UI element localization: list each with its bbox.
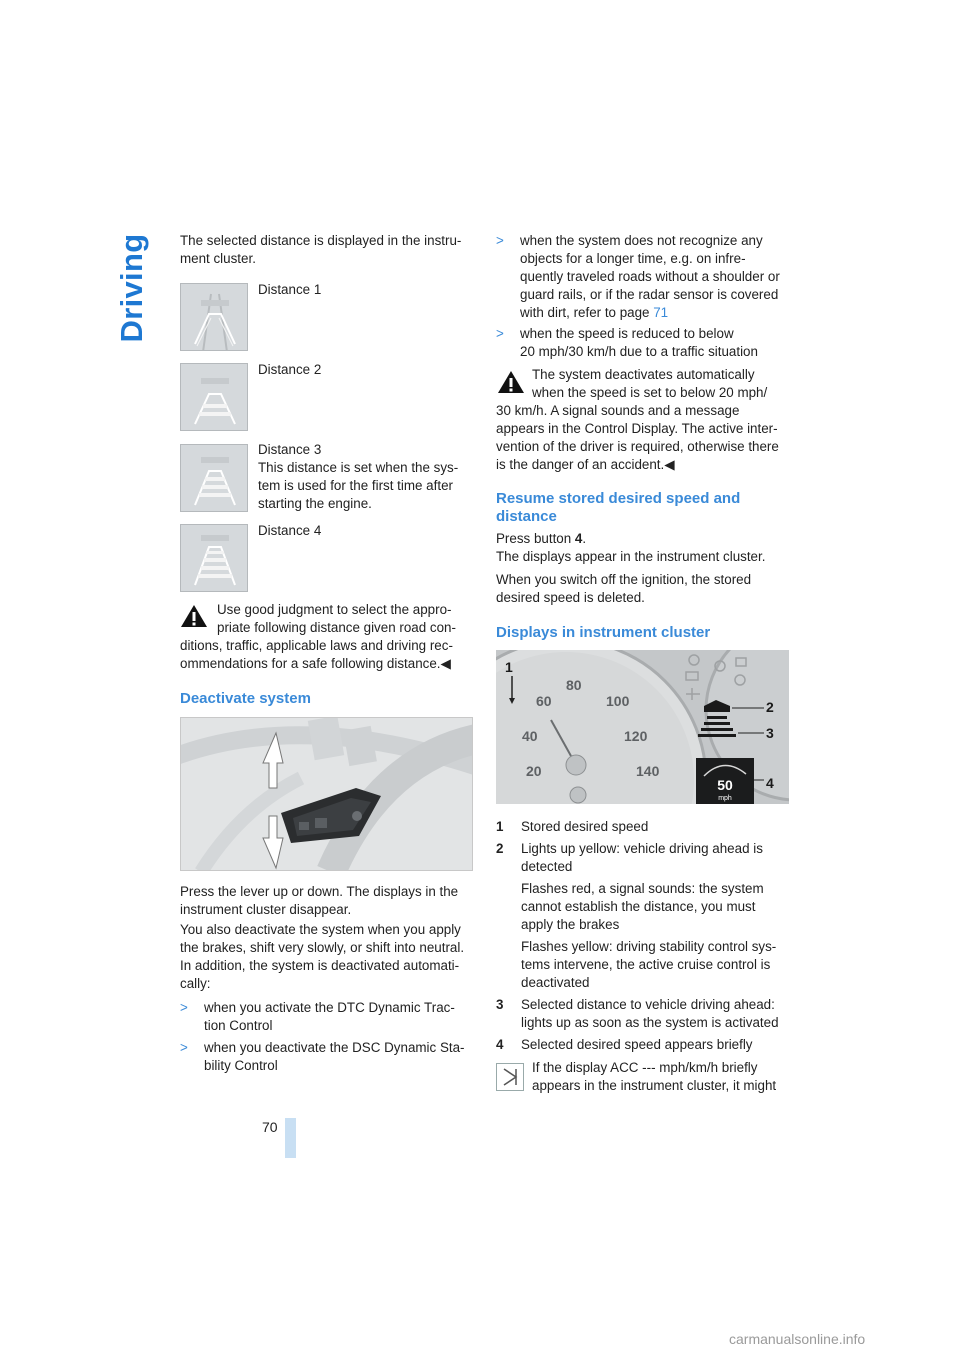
item-number: 1 (496, 819, 504, 834)
warning-text-first: Use good judgment to select the appro- priate following distance given road con- (217, 602, 456, 635)
lever-figure (180, 717, 473, 871)
item-number: 2 (496, 841, 504, 856)
dial-number-20: 20 (526, 763, 542, 779)
callout-4: 4 (766, 775, 774, 791)
distance-1-label: Distance 1 (258, 282, 322, 297)
heading-deactivate-system: Deactivate system (180, 690, 311, 707)
resume-paragraph-1: Press button 4. The displays appear in the instrument cluster. (496, 531, 766, 564)
bullet-text: when the speed is reduced to below 20 mph/30 km/h due to a traffic situation (520, 326, 758, 359)
dial-number-60: 60 (536, 693, 552, 709)
callout-1: 1 (505, 659, 513, 675)
item-text: Lights up yellow: vehicle driving ahead is detected (521, 841, 763, 874)
bullet-text-body: when the system does not recognize any objects for a longer time, e.g. on infre- quently traveled roads without a shoulder or guard rails, or if the radar sensor is covered with dirt, refer to page (520, 233, 780, 320)
dial-number-40: 40 (522, 728, 538, 744)
item-number: 4 (496, 1037, 504, 1052)
callout-3: 3 (766, 725, 774, 741)
cluster-illustration (496, 650, 789, 804)
deactivate-paragraph-2: You also deactivate the system when you apply the brakes, shift very slowly, or shift into neutral. In addition, the system is deactivated automati- cally: (180, 922, 465, 991)
dial-number-100: 100 (606, 693, 630, 709)
bullet-marker: > (496, 233, 504, 248)
list-item (496, 1036, 796, 1054)
item-text: Flashes red, a signal sounds: the system cannot establish the distance, you must apply the brakes (521, 881, 764, 932)
bullet-text: when you deactivate the DSC Dynamic Sta- bility Control (204, 1040, 465, 1073)
heading-resume-speed: Resume stored desired speed and distance (496, 490, 741, 525)
instrument-cluster-figure (496, 650, 789, 804)
list-item (496, 840, 796, 876)
list-item (496, 938, 796, 992)
distance-2-label: Distance 2 (258, 362, 322, 377)
warning-icon (497, 370, 525, 394)
distance-3-label (258, 441, 478, 513)
callout-2: 2 (766, 699, 774, 715)
heading-displays-cluster: Displays in instrument cluster (496, 624, 711, 641)
note-icon (496, 1063, 524, 1091)
resume-paragraph-2: When you switch off the ignition, the stored desired speed is deleted. (496, 572, 752, 605)
distance-4-image (180, 524, 248, 592)
item-text: Flashes yellow: driving stability control sys- tems intervene, the active cruise control is deactivated (521, 939, 777, 990)
distance-4-label: Distance 4 (258, 523, 322, 538)
list-item (496, 818, 796, 836)
item-text: Stored desired speed (521, 819, 649, 834)
note-text: If the display ACC --- mph/km/h briefly appears in the instrument cluster, it might (532, 1060, 777, 1093)
distance-3-title: Distance 3 (258, 442, 322, 457)
bullet-marker: > (496, 326, 504, 341)
cluster-speed-value: 50 (717, 777, 733, 793)
warning-text-first: The system deactivates automatically when the speed is set to below 20 mph/ (532, 367, 768, 400)
warning-icon (180, 604, 208, 628)
item-text: Selected distance to vehicle driving ahead: lights up as soon as the system is activated (521, 997, 779, 1030)
warning-text-rest: ditions, traffic, applicable laws and driving rec- ommendations for a safe following distance.◀ (180, 638, 453, 671)
list-item (496, 325, 796, 361)
distance-3-description: This distance is set when the sys- tem is used for the first time after starting the engine. (258, 460, 459, 511)
cluster-speed-unit: mph (718, 795, 732, 802)
page-number: 70 (262, 1119, 278, 1135)
section-tab: Driving (114, 233, 149, 343)
dial-number-80: 80 (566, 677, 582, 693)
list-item (496, 232, 796, 322)
distance-3-image (180, 444, 248, 512)
bullet-marker: > (180, 1040, 188, 1055)
page-reference-link[interactable]: 71 (653, 305, 669, 320)
distance-2-image (180, 363, 248, 431)
bullet-text (520, 232, 800, 322)
intro-paragraph: The selected distance is displayed in the instru- ment cluster. (180, 233, 462, 266)
distance-1-image (180, 283, 248, 351)
footer-watermark: carmanualsonline.info (729, 1331, 866, 1347)
list-item (496, 880, 796, 934)
dial-number-140: 140 (636, 763, 660, 779)
list-item (180, 1039, 480, 1075)
bullet-marker: > (180, 1000, 188, 1015)
item-number: 3 (496, 997, 504, 1012)
page-tab-bar (285, 1118, 296, 1158)
bullet-text: when you activate the DTC Dynamic Trac- tion Control (204, 1000, 455, 1033)
list-item (180, 999, 480, 1035)
warning-text-rest: 30 km/h. A signal sounds and a message appears in the Control Display. The active inter- vention of the driver is required, otherwise there is the danger of an accident.◀ (496, 403, 779, 472)
list-item (496, 996, 796, 1032)
button-reference: 4 (574, 531, 583, 546)
deactivate-paragraph-1: Press the lever up or down. The displays in the instrument cluster disappear. (180, 884, 459, 917)
dial-number-120: 120 (624, 728, 648, 744)
item-text: Selected desired speed appears briefly (521, 1037, 753, 1052)
